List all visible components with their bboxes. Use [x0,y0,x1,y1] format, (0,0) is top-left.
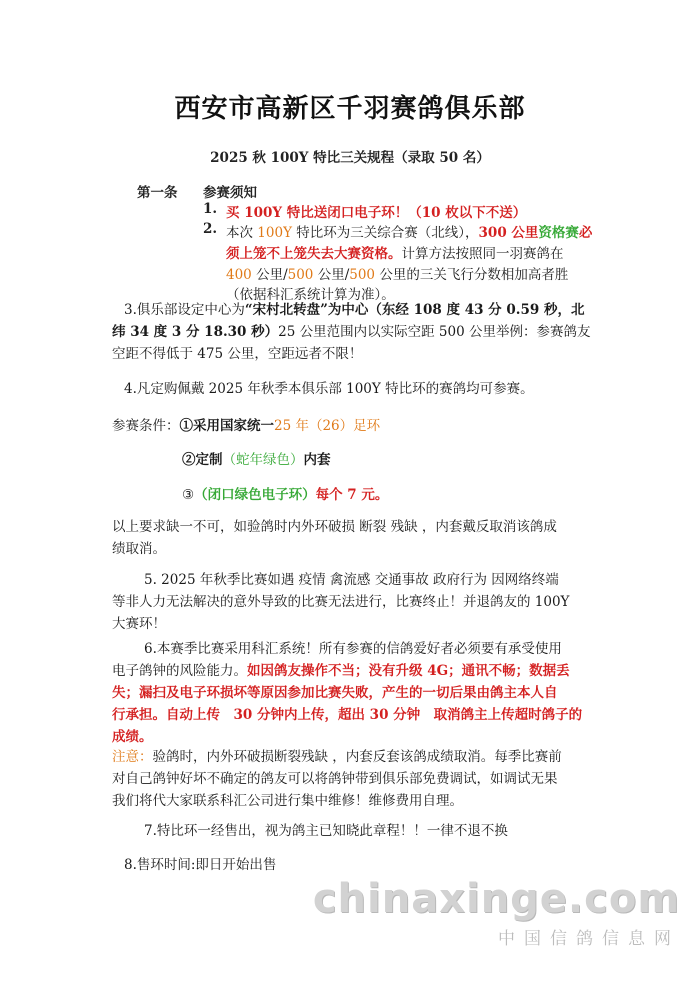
text-span: ①采用国家统一 [179,418,274,434]
requirements-line1: 以上要求缺一不可，如验鸽时内外环破损 断裂 残缺 ，内套戴反取消该鸽成 [112,519,557,535]
watermark-logo: chinaxinge.com [312,876,680,922]
conditions-row3 [182,483,388,503]
text-span: （闭口绿色电子环） [194,487,316,503]
item2-line2 [226,242,564,262]
text-span: 如因鸽友操作不当；没有升级 4G；通讯不畅；数据丢 [247,663,570,679]
p6-line4: 行承担。自动上传 30 分钟内上传，超出 30 分钟 取消鸽主上传超时鸽子的 [112,707,583,723]
text-span: 公里/ [313,267,350,283]
text-span: ②定制 [182,452,223,468]
p6-line3: 失；漏扫及电子环损坏等原因参加比赛失败，产生的一切后果由鸽主本人自 [112,685,558,701]
item2-line3 [226,263,568,283]
p6-line2 [112,660,582,682]
text-span: 25 公里范围内以实际空距 500 公里举例：参赛鸽友 [278,324,591,340]
text-span: 25 年（26）足环 [274,418,381,434]
p5-line1: 5. 2025 年秋季比赛如遇 疫情 禽流感 交通事故 政府行为 因网络终端 [144,572,559,588]
text-span: 特比环为三关综合赛（北线）， [291,225,479,241]
text-span: 公里/ [251,267,288,283]
paragraph-5 [112,569,569,635]
text-span: 计算方法按照同一羽赛鸽在 [401,246,564,262]
conditions-label: 参赛条件： [112,418,180,434]
text-span: “宋村北转盘”为中心（东经 108 度 43 分 0.59 秒，北 [244,302,585,318]
watermark-subtitle: 中国信鸽信息网 [498,929,680,949]
text-span: 400 [226,267,252,283]
item2-number: 2. [203,221,218,237]
article-label: 第一条 [137,185,178,201]
text-span: （蛇年绿色） [222,452,304,468]
conditions-row1 [112,414,380,434]
item1-text: 买 100Y 特比送闭口电子环！（10 枚以下不送） [226,205,527,221]
paragraph-6 [112,638,582,748]
watermark [313,876,680,949]
page-subtitle: 2025 秋 100Y 特比三关规程（录取 50 名） [210,150,490,166]
text-span: 资格赛 [538,225,579,241]
note-line1 [112,746,562,768]
p3-line1 [124,299,590,321]
text-span: ③ [182,487,195,503]
conditions-row2 [182,448,331,468]
paragraph-4: 4.凡定购佩戴 2025 年秋季本俱乐部 100Y 特比环的赛鸽均可参赛。 [124,381,534,397]
p3-line3: 空距不得低于 475 公里，空距远者不限！ [112,346,363,362]
text-span: 须上笼不上笼失去大赛资格。 [226,246,402,262]
text-span: 本次 [226,225,258,241]
text-span: 验鸽时，内外环破损断裂残缺 ，内套反套该鸽成绩取消。每季比赛前 [152,749,562,765]
text-span: 100Y [257,225,292,241]
paragraph-8: 8.售环时间:即日开始出售 [124,857,277,873]
note-line3: 我们将代大家联系科汇公司进行集中维修！维修费用自理。 [112,793,463,809]
text-span: 500 [349,267,376,283]
p3-line2 [112,321,590,343]
item1-number: 1. [203,201,218,217]
item2-line4: （依据科汇系统计算为准）。 [226,287,395,303]
note-label: 注意： [112,749,153,765]
paragraph-3 [112,299,591,365]
text-span: 3.俱乐部设定中心为 [124,302,245,318]
note-paragraph [112,746,562,812]
item2-line1 [226,221,592,241]
p6-line5: 成绩。 [112,729,153,745]
requirements-line2: 绩取消。 [112,541,166,557]
paragraph-7: 7.特比环一经售出，视为鸽主已知晓此章程！！一律不退不换 [144,823,508,839]
text-span: 内套 [303,452,331,468]
text-span: 每个 7 元。 [315,487,389,503]
text-span: 必 [578,225,593,241]
requirements-paragraph [112,516,557,560]
text-span: 电子鸽钟的风险能力。 [112,663,247,679]
text-span: 公里的三关飞行分数相加高者胜 [375,267,569,283]
note-line2: 对自己鸽钟好坏不确定的鸽友可以将鸽钟带到俱乐部免费调试，如调试无果 [112,771,558,787]
p6-line1: 6.本赛季比赛采用科汇系统！所有参赛的信鸽爱好者必须要有承受使用 [144,641,562,657]
article-heading: 参赛须知 [203,185,257,201]
text-span: 500 [287,267,314,283]
p5-line2: 等非人力无法解决的意外导致的比赛无法进行，比赛终止！并退鸽友的 100Y [112,594,570,610]
p5-line3: 大赛环！ [112,616,166,632]
text-span: 纬 34 度 3 分 18.30 秒） [112,324,279,340]
text-span: 300 公里 [478,225,539,241]
page-title: 西安市高新区千羽赛鸽俱乐部 [174,94,526,124]
